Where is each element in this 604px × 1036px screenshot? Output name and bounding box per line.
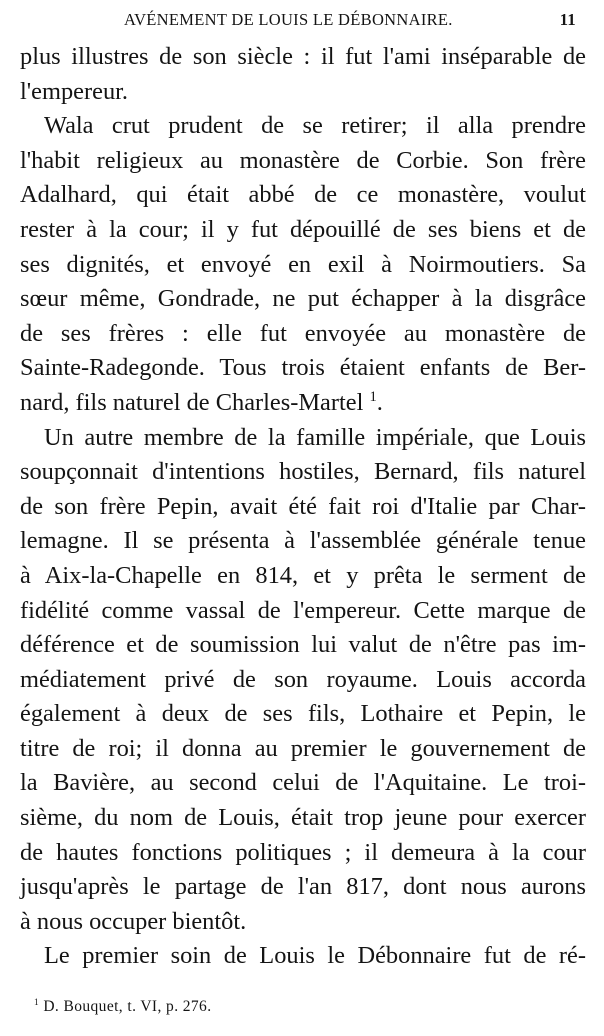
text-line [20,870,586,905]
text-line [20,213,586,248]
body-text [20,40,586,974]
text-line-content: Adalhard, qui était abbé de ce monastère, voulut [20,181,586,209]
text-line [20,282,586,317]
running-header [124,10,576,36]
text-line-content: de son frère Pepin, avait été fait roi d'Italie par Char- [20,492,586,520]
text-line-content: soupçonnait d'intentions hostiles, Bernard, fils naturel [20,458,586,486]
text-line [20,317,586,352]
text-line-content: fidélité comme vassal de l'empereur. Cette marque de [20,596,586,624]
text-line-content: médiatement privé de son royaume. Louis accorda [20,665,586,693]
text-line-content: lemagne. Il se présenta à l'assemblée générale tenue [20,527,586,555]
text-line-content: Le premier soin de Louis le Débonnaire fut de ré- [44,942,586,970]
text-line [20,628,586,663]
text-line [20,939,586,974]
text-line-content: la Bavière, au second celui de l'Aquitaine. Le troi- [20,769,586,797]
text-line [20,524,586,559]
text-line-content: rester à la cour; il y fut dépouillé de ses biens et de [20,215,586,243]
text-line [20,801,586,836]
text-line [20,386,586,421]
text-line-content: Sainte-Radegonde. Tous trois étaient enfants de Ber- [20,354,586,382]
text-line [20,490,586,525]
footnote-reference: 1 [369,388,377,405]
text-line-content: sœur même, Gondrade, ne put échapper à la disgrâce [20,285,586,313]
footnote [34,998,211,1016]
text-line-content: également à deux de ses fils, Lothaire et Pepin, le [20,700,586,728]
footnote-text: D. Bouquet, t. VI, p. 276. [43,998,212,1015]
text-line [20,421,586,456]
text-line [20,248,586,283]
text-line-content: jusqu'après le partage de l'an 817, dont nous aurons [20,873,586,901]
text-line [20,905,586,940]
text-line [20,594,586,629]
footnote-marker: 1 [34,997,40,1008]
text-line-content: nard, fils naturel de Charles-Martel [20,388,364,416]
text-line-content: sième, du nom de Louis, était trop jeune pour exercer [20,804,586,832]
page-number: 11 [559,10,576,29]
text-line-content: à nous occuper bientôt. [20,907,247,935]
text-line [20,178,586,213]
text-line-content: l'empereur. [20,77,129,105]
text-line-suffix: . [376,388,383,416]
text-line-content: déférence et de soumission lui valut de n'être pas im- [20,631,586,659]
text-line-content: Un autre membre de la famille impériale, que Louis [44,423,586,451]
text-line [20,109,586,144]
running-title: AVÉNEMENT DE LOUIS LE DÉBONNAIRE. [124,10,453,29]
text-line-content: de ses frères : elle fut envoyée au monastère de [20,319,586,347]
text-line-content: à Aix-la-Chapelle en 814, et y prêta le serment de [20,561,586,589]
text-line-content: Wala crut prudent de se retirer; il alla prendre [44,112,586,140]
text-line-content: plus illustres de son siècle : il fut l'ami inséparable de [20,43,586,70]
text-line-content: ses dignités, et envoyé en exil à Noirmoutiers. Sa [20,250,586,278]
text-line [20,766,586,801]
text-line-content: titre de roi; il donna au premier le gouvernement de [20,734,586,762]
text-line-content: l'habit religieux au monastère de Corbie. Son frère [20,146,586,174]
text-line [20,40,586,75]
text-line [20,836,586,871]
text-line-content: de hautes fonctions politiques ; il demeura à la cour [20,838,586,866]
text-line [20,732,586,767]
text-line [20,697,586,732]
text-line [20,663,586,698]
text-line [20,455,586,490]
text-line [20,144,586,179]
text-line [20,351,586,386]
text-line [20,559,586,594]
text-line [20,75,586,110]
